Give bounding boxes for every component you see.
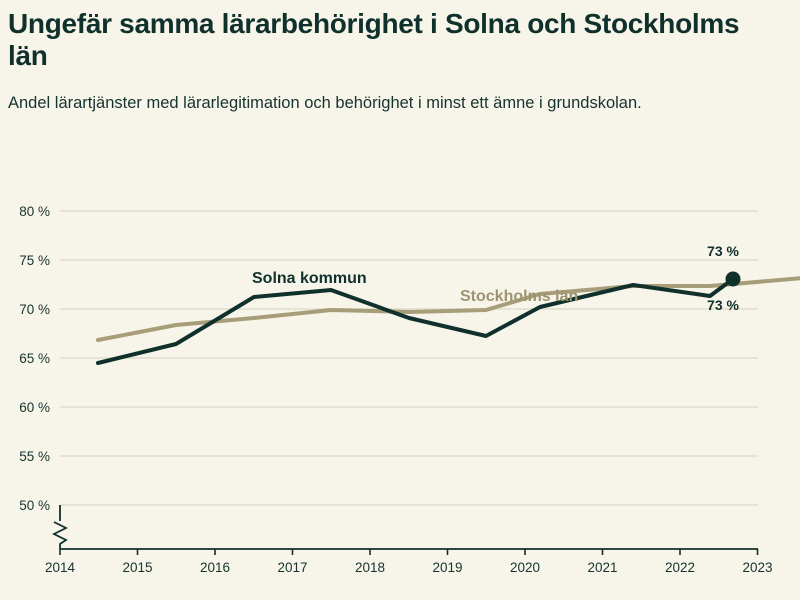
- x-tick-label: 2018: [354, 560, 386, 575]
- series-label-solna-kommun: Solna kommun: [252, 270, 367, 287]
- series-line-solna-kommun: [98, 279, 733, 363]
- x-tick-label: 2023: [742, 560, 773, 575]
- x-axis-ticks: [60, 549, 758, 555]
- x-axis-tick-labels: [45, 560, 773, 575]
- page-subtitle: Andel lärartjänster med lärarlegitimation och behörighet i minst ett ämne i grundskolan.: [8, 94, 642, 112]
- x-tick-label: 2014: [44, 560, 76, 575]
- y-tick-label: 75 %: [19, 253, 50, 268]
- x-tick-label: 2022: [664, 560, 696, 575]
- y-tick-label: 65 %: [19, 351, 50, 366]
- y-tick-label: 70 %: [19, 302, 50, 317]
- page-title: Ungefär samma lärarbehörighet i Solna och Stockholms län: [8, 8, 740, 72]
- axis-break-icon: [54, 522, 66, 549]
- x-tick-label: 2020: [509, 560, 541, 575]
- y-axis-tick-labels: [19, 204, 50, 513]
- x-tick-label: 2017: [277, 560, 308, 575]
- gridlines: [60, 211, 758, 505]
- series-end-marker-solna: [726, 272, 741, 287]
- series-label-stockholms-lan: Stockholms län: [460, 288, 579, 305]
- y-tick-label: 80 %: [19, 204, 50, 219]
- chart-svg: [0, 180, 800, 580]
- x-tick-label: 2021: [587, 560, 618, 575]
- y-tick-label: 50 %: [19, 498, 50, 513]
- x-tick-label: 2019: [432, 560, 463, 575]
- x-tick-label: 2016: [199, 560, 231, 575]
- end-value-label-solna-kommun: 73 %: [707, 297, 739, 313]
- y-tick-label: 55 %: [19, 449, 50, 464]
- y-tick-label: 60 %: [19, 400, 50, 415]
- line-chart: [0, 180, 800, 580]
- end-value-label-stockholms-lan: 73 %: [707, 243, 739, 259]
- x-tick-label: 2015: [122, 560, 153, 575]
